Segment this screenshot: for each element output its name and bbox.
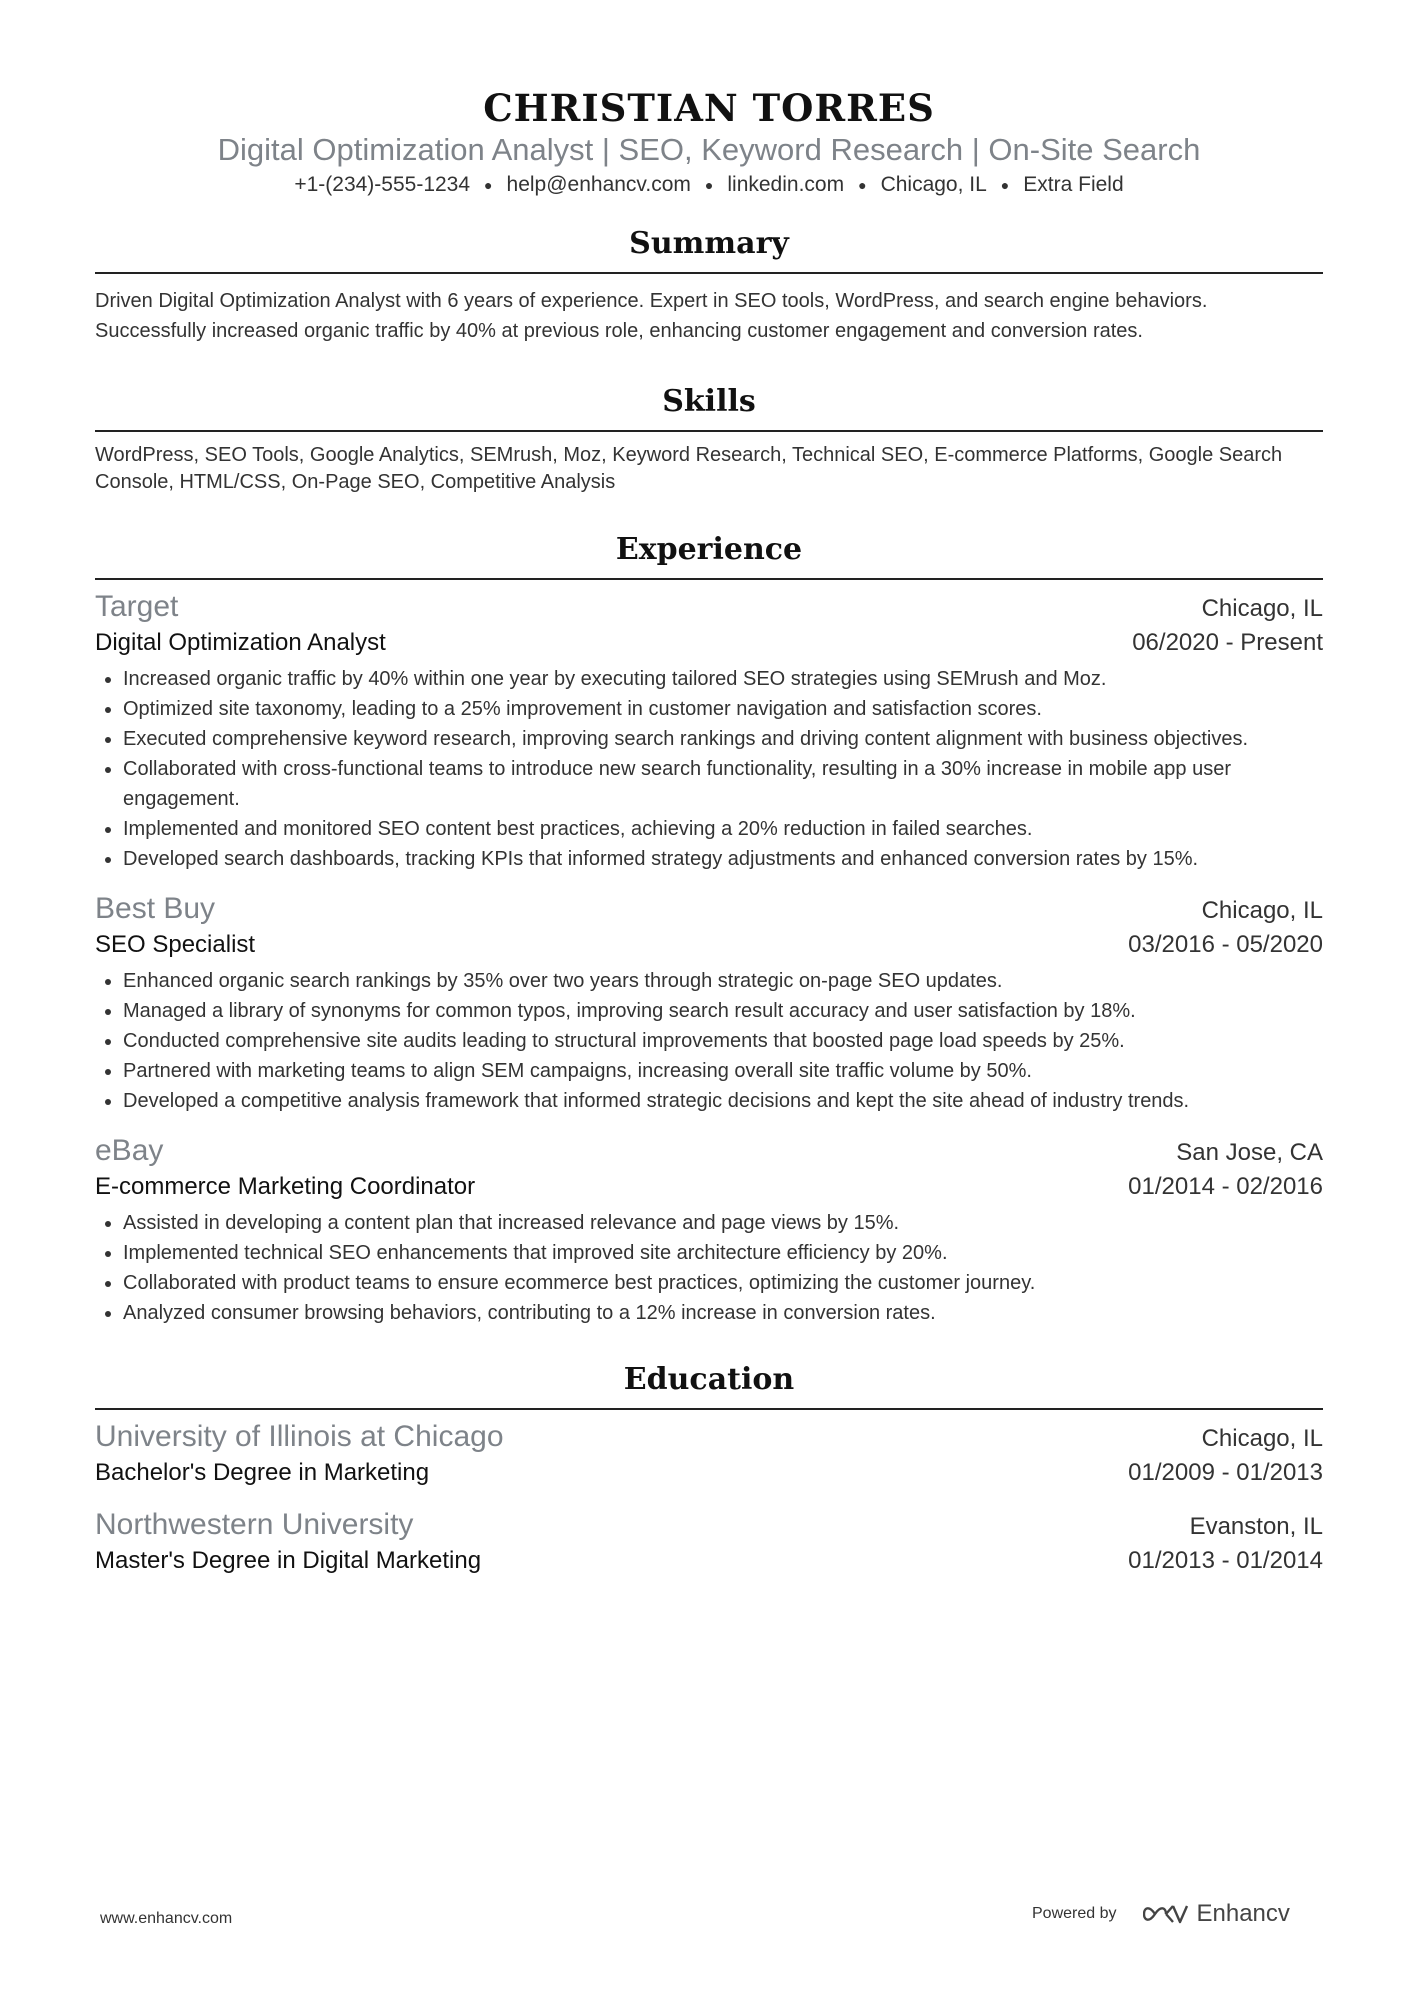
company-name: Target — [95, 590, 179, 623]
company-name: Best Buy — [95, 892, 216, 925]
job-bullets — [95, 1208, 1323, 1328]
extra-field: Extra Field — [1023, 173, 1124, 196]
job-dates: 01/2014 - 02/2016 — [1128, 1173, 1323, 1200]
bullet-item: Analyzed consumer browsing behaviors, contributing to a 12% increase in conversion rates. — [123, 1298, 1323, 1328]
divider — [95, 272, 1323, 274]
job-location: Chicago, IL — [1201, 897, 1323, 924]
linkedin[interactable]: linkedin.com — [727, 173, 845, 196]
experience-section — [95, 530, 1323, 1328]
skills-text: WordPress, SEO Tools, Google Analytics, SEMrush, Moz, Keyword Research, Technical SEO, E-commerce Platforms, Google Search Console, HTML/CSS, On-Page SEO, Competitive Analysis — [95, 444, 1283, 493]
bullet-item: Collaborated with product teams to ensure ecommerce best practices, optimizing the customer journey. — [123, 1268, 1323, 1298]
job-entry — [95, 588, 1323, 874]
bullet-item: Enhanced organic search rankings by 35% over two years through strategic on-page SEO updates. — [123, 966, 1323, 996]
resume-header — [95, 0, 1323, 200]
bullet-item: Developed a competitive analysis framework that informed strategic decisions and kept the site ahead of industry trends. — [123, 1086, 1323, 1116]
bullet-separator: ● — [484, 177, 493, 193]
brand-name: Enhancv — [1196, 1900, 1290, 1927]
resume-page — [95, 0, 1323, 1578]
school-name: Northwestern University — [95, 1508, 414, 1541]
job-location: San Jose, CA — [1176, 1139, 1323, 1166]
job-title: SEO Specialist — [95, 931, 256, 958]
summary-text: Driven Digital Optimization Analyst with 6 years of experience. Expert in SEO tools, WordPress, and search engine behaviors. Successfully increased organic traffic by 40% at previous role, enhancing customer engagement and conversion rates. — [95, 290, 1208, 342]
job-dates: 03/2016 - 05/2020 — [1128, 931, 1323, 958]
school-name: University of Illinois at Chicago — [95, 1420, 504, 1453]
education-entry — [95, 1506, 1323, 1578]
bullet-item: Collaborated with cross-functional teams to introduce new search functionality, resulting in a 30% increase in mobile app user engagement. — [123, 754, 1323, 814]
education-entry — [95, 1418, 1323, 1490]
education-dates: 01/2009 - 01/2013 — [1128, 1459, 1323, 1486]
bullet-item: Partnered with marketing teams to align SEM campaigns, increasing overall site traffic volume by 50%. — [123, 1056, 1323, 1086]
powered-by-label: Powered by — [1032, 1905, 1117, 1922]
job-title: Digital Optimization Analyst — [95, 629, 386, 656]
job-bullets — [95, 664, 1323, 874]
company-name: eBay — [95, 1134, 164, 1167]
email[interactable]: help@enhancv.com — [506, 173, 691, 196]
footer-branding — [1032, 1900, 1290, 1928]
bullet-item: Executed comprehensive keyword research, improving search rankings and driving content alignment with business objectives. — [123, 724, 1323, 754]
bullet-item: Increased organic traffic by 40% within one year by executing tailored SEO strategies using SEMrush and Moz. — [123, 664, 1323, 694]
enhancv-brand[interactable] — [1143, 1900, 1290, 1928]
summary-section — [95, 224, 1323, 346]
education-section — [95, 1360, 1323, 1578]
job-title: E-commerce Marketing Coordinator — [95, 1173, 476, 1200]
skills-title: Skills — [662, 384, 756, 419]
education-dates: 01/2013 - 01/2014 — [1128, 1547, 1323, 1574]
bullet-item: Conducted comprehensive site audits leading to structural improvements that boosted page load speeds by 25%. — [123, 1026, 1323, 1056]
bullet-item: Implemented technical SEO enhancements that improved site architecture efficiency by 20%. — [123, 1238, 1323, 1268]
school-location: Evanston, IL — [1189, 1513, 1323, 1540]
bullet-item: Developed search dashboards, tracking KPIs that informed strategy adjustments and enhanced conversion rates by 15%. — [123, 844, 1323, 874]
contact-info — [95, 170, 1323, 200]
bullet-separator: ● — [1000, 177, 1010, 193]
enhancv-logo-icon — [1143, 1903, 1189, 1925]
divider — [95, 430, 1323, 432]
job-bullets — [95, 966, 1323, 1116]
divider — [95, 1408, 1323, 1410]
divider — [95, 578, 1323, 580]
degree: Bachelor's Degree in Marketing — [95, 1459, 430, 1486]
degree: Master's Degree in Digital Marketing — [95, 1547, 482, 1574]
summary-title: Summary — [629, 226, 789, 261]
phone: +1-(234)-555-1234 — [294, 173, 471, 196]
job-entry — [95, 890, 1323, 1116]
school-location: Chicago, IL — [1201, 1425, 1323, 1452]
skills-section — [95, 382, 1323, 496]
job-entry — [95, 1132, 1323, 1328]
bullet-item: Implemented and monitored SEO content best practices, achieving a 20% reduction in failed searches. — [123, 814, 1323, 844]
job-dates: 06/2020 - Present — [1132, 629, 1323, 656]
experience-title: Experience — [615, 532, 803, 567]
bullet-separator: ● — [704, 177, 714, 193]
footer-website[interactable]: www.enhancv.com — [100, 1910, 233, 1927]
bullet-item: Assisted in developing a content plan that increased relevance and page views by 15%. — [123, 1208, 1323, 1238]
job-location: Chicago, IL — [1201, 595, 1323, 622]
education-title: Education — [623, 1362, 795, 1397]
location: Chicago, IL — [880, 173, 987, 196]
candidate-headline: Digital Optimization Analyst | SEO, Keyword Research | On-Site Search — [217, 132, 1201, 167]
candidate-name: CHRISTIAN TORRES — [483, 86, 935, 130]
bullet-separator: ● — [858, 177, 867, 193]
bullet-item: Optimized site taxonomy, leading to a 25% improvement in customer navigation and satisfaction scores. — [123, 694, 1323, 724]
bullet-item: Managed a library of synonyms for common typos, improving search result accuracy and user satisfaction by 18%. — [123, 996, 1323, 1026]
